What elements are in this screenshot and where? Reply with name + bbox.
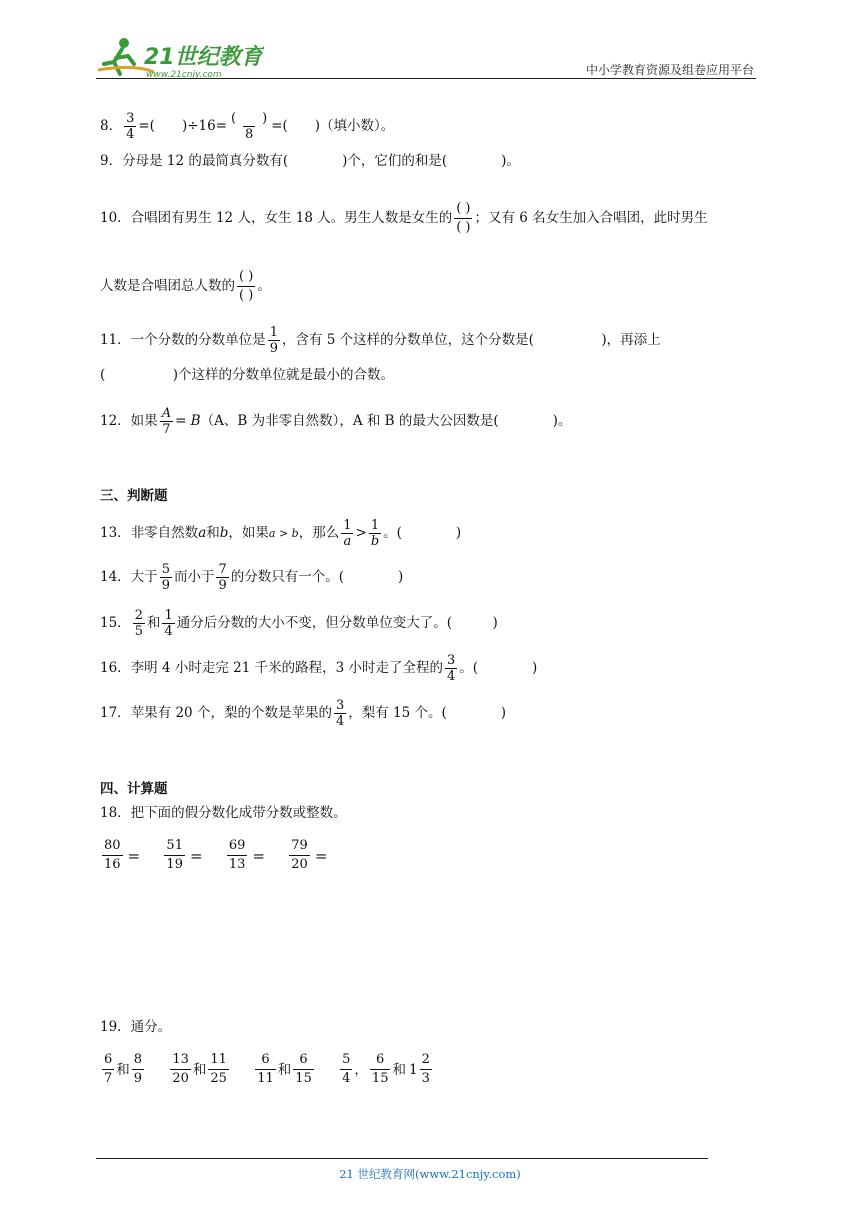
question-9: 9．分母是 12 的最简真分数有( )个，它们的和是( )。 [100, 153, 520, 169]
header-divider [96, 78, 756, 79]
q18-fraction-list [100, 836, 345, 874]
footer-divider [96, 1158, 708, 1159]
q19-group-3: $\frac{6}{11}$ 和 $\frac{6}{15}$ [257, 1052, 312, 1086]
section-4-title: 四、计算题 [100, 781, 168, 797]
section-3-title: 三、判断题 [100, 488, 168, 504]
question-10-cont: 人数是合唱团总人数的 $\frac{( )}{( )}$ 。 [100, 269, 271, 303]
platform-name: 中小学教育资源及组卷应用平台 [585, 63, 754, 77]
question-14: 14．大于 $\frac{5}{9}$ 而小于 $\frac{7}{9}$ 的分数只有一个。( ) [100, 562, 404, 593]
q19-group-4: $\frac{5}{4}$ ， $\frac{6}{15}$ 和 1 $\frac{2}{3}$ [342, 1052, 430, 1086]
question-10: 10．合唱团有男生 12 人，女生 18 人。男生人数是女生的 $\frac{( )}{( )}$ ；又有 6 名女生加入合唱团，此时男生 [100, 201, 708, 235]
footer-link[interactable]: 21 世纪教育网(www.21cnjy.com) [339, 1167, 521, 1181]
site-logo [94, 34, 264, 80]
q19-fraction-list [100, 1050, 452, 1088]
question-11: 11．一个分数的分数单位是 $\frac{1}{9}$ ，含有 5 个这样的分数单位，这个分数是( )，再添上 [100, 325, 661, 356]
question-16: 16．李明 4 小时走完 21 千米的路程，3 小时走了全程的 $\frac{3}{4}$ 。( ) [100, 653, 538, 684]
q18-item: $\frac{80}{16}$ = [104, 838, 141, 872]
svg-text:21世纪教育: 21世纪教育 [144, 45, 263, 70]
question-15: 15． $\frac{2}{5}$ 和 $\frac{1}{4}$ 通分后分数的大小不变，但分数单位变大了。( ) [100, 608, 498, 639]
q18-item: $\frac{69}{13}$ = [228, 838, 265, 872]
q19-group-1: $\frac{6}{7}$ 和 $\frac{8}{9}$ [104, 1052, 143, 1086]
question-17: 17．苹果有 20 个，梨的个数是苹果的 $\frac{3}{4}$ ，梨有 15 个。( ) [100, 698, 507, 729]
question-12: 12．如果 $\frac{A}{7}$ = B（A、B 为非零自然数），A 和 B 的最大公因数是( )。 [100, 406, 572, 437]
svg-text:www.21cnjy.com: www.21cnjy.com [146, 70, 222, 80]
question-18: 18．把下面的假分数化成带分数或整数。 [100, 805, 347, 821]
logo-runner-icon [94, 34, 264, 80]
q18-item: $\frac{51}{19}$ = [166, 838, 203, 872]
question-13: 13．非零自然数a和b，如果a > b，那么 $\frac{1}{a}$ > $\frac{1}{b}$ 。( ) [100, 518, 462, 549]
q18-item: $\frac{79}{20}$ = [291, 838, 328, 872]
question-19: 19．通分。 [100, 1019, 172, 1035]
question-8: 8． $\frac{3}{4}$ =( )÷16= $\frac{( )}{8}$ =( )（填小数）。 [100, 111, 395, 142]
question-11-cont: ( )个这样的分数单位就是最小的合数。 [100, 367, 395, 383]
q19-group-2: $\frac{13}{20}$ 和 $\frac{11}{25}$ [172, 1052, 227, 1086]
